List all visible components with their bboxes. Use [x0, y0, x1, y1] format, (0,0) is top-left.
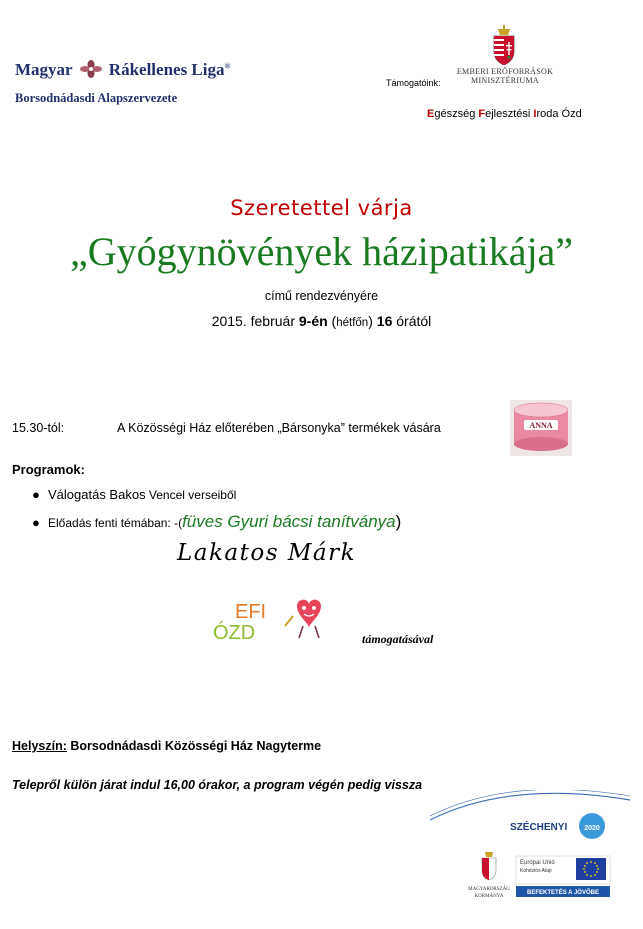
program-item-2 [32, 512, 401, 532]
liga-logo [15, 60, 230, 80]
hungarian-coat-of-arms-icon [490, 25, 518, 65]
schedule-time: 15.30-tól: [12, 421, 65, 435]
efi-ozd-logo [213, 596, 328, 646]
supporters-label: Támogatóink: [386, 78, 441, 88]
efi-office-name [427, 108, 582, 120]
efi-initial-f: F [478, 108, 486, 120]
bus-info: Telepről külön járat indul 16,00 órakor, a program végén pedig vissza [12, 778, 423, 792]
gov-line-1: Magyarország [468, 887, 510, 892]
eu-slogan: BEFEKTETÉS A JÖVŐBE [527, 890, 599, 896]
efi-logo-top: EFI [235, 601, 267, 623]
venue-line [12, 739, 321, 753]
invite-line: Szeretettel várja [230, 196, 413, 220]
support-text: támogatásával [362, 632, 434, 646]
date-text-g: órától [392, 313, 432, 329]
efi-word-2: ejlesztési [485, 108, 534, 120]
szechenyi-name: SZÉCHENYI [510, 822, 568, 833]
date-weekday: hétfőn [336, 317, 369, 329]
szechenyi-year: 2020 [584, 825, 600, 832]
program-item-2-highlight: füves Gyuri bácsi tanítványa [182, 512, 396, 531]
event-title: „Gyógynövények házipatikája” [69, 229, 574, 274]
date-text-e: ) [368, 313, 377, 329]
date-text-a: 2015. február [211, 313, 299, 329]
program-item-2-lead: Előadás fenti témában: -( [48, 516, 183, 530]
eu-line-1: Európai Unió [520, 860, 555, 866]
efi-initial-e: E [427, 108, 435, 120]
liga-branch: Borsodnádasdi Alapszervezete [15, 91, 178, 105]
efi-word-3: roda Ózd [536, 108, 582, 120]
liga-name-part1: Magyar [15, 60, 73, 79]
jar-label: ANNA [529, 421, 553, 430]
venue-value: Borsodnádasdi Közösségi Ház Nagyterme [66, 739, 322, 753]
program-item-1-rest: Vencel verseiből [145, 488, 237, 502]
efi-logo-bottom: ÓZD [213, 622, 256, 644]
date-text-c: ( [327, 313, 337, 329]
efi-word-1: gészség [434, 108, 479, 120]
speaker-name: Lakatos Márk [177, 540, 357, 566]
venue-label: Helyszín: [12, 739, 67, 753]
ministry-line-1: EMBERI ERŐFORRÁSOK [456, 67, 554, 76]
date-day: 9-én [298, 313, 328, 329]
liga-registered-mark: ® [224, 61, 231, 71]
program-item-1 [32, 487, 236, 502]
cream-jar-image [510, 400, 572, 456]
date-hour: 16 [376, 313, 393, 329]
eu-line-2: Kohéziós Alap [520, 868, 552, 874]
program-item-1-lead: Válogatás Bakos [48, 487, 146, 502]
efi-initial-i: I [533, 108, 537, 120]
event-subtitle: című rendezvényére [264, 289, 379, 303]
gov-line-2: Kormánya [474, 894, 504, 899]
program-item-2-close: ) [395, 512, 402, 531]
ministry-name [455, 67, 555, 85]
liga-flower-icon [80, 60, 102, 78]
schedule-description: A Közösségi Ház előterében „Bársonyka” termékek vására [117, 421, 441, 435]
bullet-icon: ● [32, 487, 40, 502]
event-date [0, 313, 643, 329]
program-heading: Programok: [12, 462, 85, 477]
bullet-icon: ● [32, 515, 40, 530]
szechenyi-2020-logo [430, 790, 630, 920]
liga-name-part2: Rákellenes Liga [108, 60, 225, 79]
ministry-line-2: MINISZTÉRIUMA [471, 76, 539, 85]
